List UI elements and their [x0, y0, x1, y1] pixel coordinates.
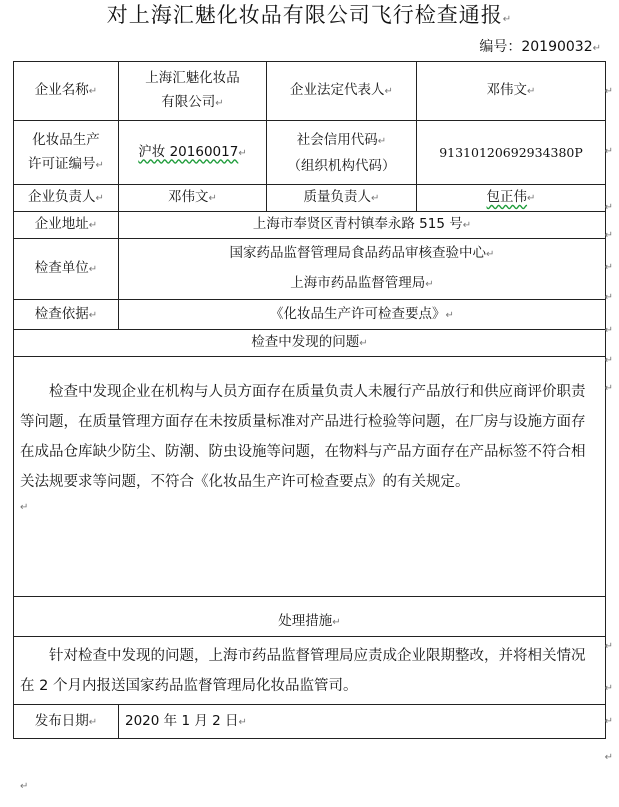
paragraph-mark: ↵: [604, 716, 613, 727]
table-row: [14, 121, 606, 185]
inspection-basis-value: 《化妆品生产许可检查要点》↵: [119, 300, 606, 330]
paragraph-mark: ↵: [604, 383, 613, 394]
license-label: 化妆品生产 许可证编号↵: [14, 121, 119, 185]
inspection-table: [13, 61, 606, 739]
principal-value: 邓伟文↵: [119, 185, 267, 212]
legal-rep-label: 企业法定代表人↵: [267, 62, 417, 121]
credit-code-label: 社会信用代码↵ （组织机构代码）: [267, 121, 417, 185]
publish-date-value: 2020 年 1 月 2 日↵: [119, 705, 606, 739]
license-value: 沪妆 20160017↵: [119, 121, 267, 185]
company-name-label: 企业名称↵: [14, 62, 119, 121]
paragraph-mark: ↵: [604, 683, 613, 694]
paragraph-mark: ↵: [604, 752, 613, 763]
measures-body: 针对检查中发现的问题，上海市药品监督管理局应责成企业限期整改，并将相关情况在 2 个月内报送国家药品监督管理局化妆品监管司。: [14, 637, 606, 705]
publish-date-label: 发布日期↵: [14, 705, 119, 739]
issues-body: 检查中发现企业在机构与人员方面存在质量负责人未履行产品放行和供应商评价职责等问题，在质量管理方面存在未按质量标准对产品进行检验等问题，在厂房与设施方面存在成品仓库缺少防尘、防潮、防虫设施等问题，在物料与产品方面存在产品标签不符合相关法规要求等问题，不符合《化妆品生产许可检查要点》的有关规定。 ↵: [14, 357, 606, 597]
paragraph-mark: ↵: [20, 781, 29, 792]
paragraph-mark: ↵: [604, 146, 613, 157]
paragraph-mark: ↵: [604, 262, 613, 273]
paragraph-mark: ↵: [604, 641, 613, 652]
table-row: [14, 212, 606, 239]
table-row: [14, 62, 606, 121]
table-row: [14, 637, 606, 705]
legal-rep-value: 邓伟文↵: [417, 62, 606, 121]
table-row: [14, 300, 606, 330]
paragraph-mark: ↵: [604, 355, 613, 366]
company-name-value: 上海汇魅化妆品 有限公司↵: [119, 62, 267, 121]
inspection-unit-value: 国家药品监督管理局食品药品审核查验中心↵ 上海市药品监督管理局↵: [119, 239, 606, 300]
table-row: [14, 239, 606, 300]
table-row: [14, 357, 606, 597]
table-row: [14, 330, 606, 357]
measures-header: 处理措施↵: [14, 597, 606, 637]
paragraph-mark: ↵: [604, 325, 613, 336]
table-row: [14, 597, 606, 637]
inspection-basis-label: 检查依据↵: [14, 300, 119, 330]
quality-person-label: 质量负责人↵: [267, 185, 417, 212]
principal-label: 企业负责人↵: [14, 185, 119, 212]
document-number: 编号：20190032↵: [479, 39, 601, 55]
inspection-unit-label: 检查单位↵: [14, 239, 119, 300]
credit-code-value: 91310120692934380P: [417, 121, 606, 185]
paragraph-mark: ↵: [604, 230, 613, 241]
issues-header: 检查中发现的问题↵: [14, 330, 606, 357]
table-row: [14, 705, 606, 739]
paragraph-mark: ↵: [604, 202, 613, 213]
table-row: [14, 185, 606, 212]
address-value: 上海市奉贤区青村镇奉永路 515 号↵: [119, 212, 606, 239]
address-label: 企业地址↵: [14, 212, 119, 239]
paragraph-mark: ↵: [604, 86, 613, 97]
page-title: 对上海汇魅化妆品有限公司飞行检查通报↵: [106, 3, 513, 27]
paragraph-mark: ↵: [604, 292, 613, 303]
quality-person-value: 包正伟↵: [417, 185, 606, 212]
